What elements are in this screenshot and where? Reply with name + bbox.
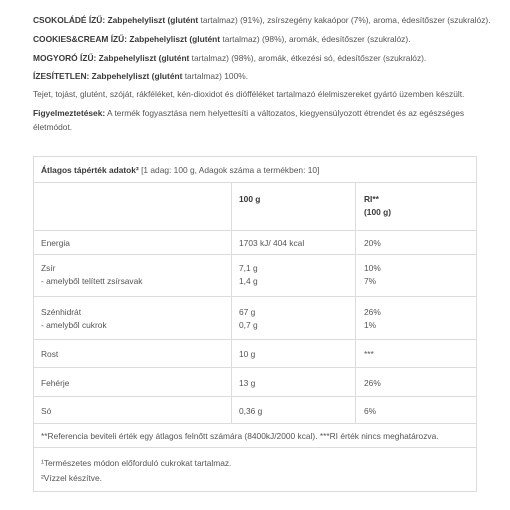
gluten-word: glutént: [170, 15, 199, 25]
warning-text: A termék fogyasztása nem helyettesíti a változatos, kiegyensúlyozott étrendet és az egészséges: [107, 108, 465, 118]
ingredients-label: COOKIES&CREAM ÍZŰ:: [33, 34, 127, 44]
nutrient-name: Zsír: [41, 263, 56, 273]
header-cell-ri: [355, 183, 476, 230]
nutrition-header-row: [34, 182, 476, 230]
ingredients-unflavored: [33, 71, 480, 82]
nutrient-sub-ri: 7%: [364, 276, 377, 286]
footnote-2: ²Vízzel készítve.: [41, 473, 102, 483]
gluten-word: glutént: [154, 71, 183, 81]
nutrient-sub-ri: 1%: [364, 320, 377, 330]
footnote-1: ¹Természetes módon előforduló cukrokat tartalmaz.: [41, 458, 232, 468]
nutrient-row-energia: [34, 230, 476, 254]
nutrient-sub-value: 1,4 g: [239, 276, 258, 286]
nutrition-footnote: **Referencia beviteli érték egy átlagos felnőtt számára (8400kJ/2000 kcal). ***RI érték nincs meghatározva.: [41, 431, 439, 441]
header-cell-per100: [231, 183, 355, 230]
nutrition-title-rest: [1 adag: 100 g, Adagok száma a termékben: 10]: [141, 165, 320, 175]
ingredients-rest: tartalmaz) (91%), zsírszegény kakaópor (7%), aroma, édesítőszer (szukralóz).: [198, 15, 491, 25]
header-cell-name: [34, 183, 231, 230]
col-header-ri: RI**: [364, 194, 379, 204]
gluten-word: glutént: [161, 53, 190, 63]
nutrient-value: 1703 kJ/ 404 kcal: [239, 238, 305, 248]
nutrient-name: Rost: [41, 349, 59, 359]
nutrition-title-bold: Átlagos tápérték adatok²: [41, 165, 139, 175]
ingredients-main: Zabpehelyliszt (: [129, 34, 193, 44]
nutrition-table: [33, 156, 477, 492]
ingredients-label: MOGYORÓ ÍZŰ:: [33, 53, 97, 63]
allergen-note: Tejet, tojást, glutént, szóját, rákféléket, kén-dioxidot és diófféléket tartalmazó élelmiszereket gyártó üzemben készült.: [33, 89, 465, 99]
nutrient-row-feherje: [34, 367, 476, 396]
ingredients-rest: tartalmaz) (98%), aromák, édesítőszer (szukralóz).: [220, 34, 411, 44]
gluten-word: glutént: [192, 34, 221, 44]
nutrient-name: Fehérje: [41, 378, 70, 388]
ingredients-label: CSOKOLÁDÉ ÍZŰ:: [33, 15, 106, 25]
nutrient-sub-name: - amelyből telített zsírsavak: [41, 276, 143, 286]
nutrient-value: 13 g: [239, 378, 256, 388]
nutrient-row-so: [34, 396, 476, 423]
nutrition-title: [41, 165, 319, 176]
nutrient-sub-name: - amelyből cukrok: [41, 320, 107, 330]
ingredients-rest: tartalmaz) (98%), aromák, étkezési só, édesítőszer (szukralóz).: [189, 53, 427, 63]
ingredients-main: Zabpehelyliszt (: [98, 53, 162, 63]
col-header-per100: 100 g: [239, 194, 261, 204]
footnotes-row: [34, 447, 476, 491]
ingredients-main: Zabpehelyliszt (: [91, 71, 155, 81]
nutrient-value: 7,1 g: [239, 263, 258, 273]
nutrient-value: 0,36 g: [239, 406, 263, 416]
nutrient-name: Só: [41, 406, 52, 416]
nutrient-ri: 26%: [364, 307, 381, 317]
ingredients-chocolate: [33, 15, 491, 26]
nutrient-row-zsir: [34, 254, 476, 296]
nutrient-name: Energia: [41, 238, 70, 248]
ingredients-main: Zabpehelyliszt (: [107, 15, 171, 25]
nutrient-ri: ***: [364, 349, 374, 359]
warning-line-2: életmódot.: [33, 122, 73, 132]
ingredients-label: ÍZESÍTETLEN:: [33, 71, 90, 81]
nutrient-value: 10 g: [239, 349, 256, 359]
nutrient-ri: 10%: [364, 263, 381, 273]
nutrient-row-szenhidrat: [34, 296, 476, 339]
col-header-ri-unit: (100 g): [364, 207, 391, 217]
nutrition-footnote-row: [34, 423, 476, 447]
warning-label: Figyelmeztetések:: [33, 108, 106, 118]
ingredients-hazelnut: [33, 53, 480, 64]
nutrient-name: Szénhidrát: [41, 307, 82, 317]
nutrient-ri: 6%: [364, 406, 377, 416]
ingredients-cookies: [33, 34, 480, 45]
warning-line-1: [33, 108, 480, 119]
ingredients-rest: tartalmaz) 100%.: [182, 71, 249, 81]
nutrient-ri: 26%: [364, 378, 381, 388]
nutrient-row-rost: [34, 339, 476, 367]
nutrient-value: 67 g: [239, 307, 256, 317]
nutrition-title-row: [34, 157, 476, 182]
nutrient-sub-value: 0,7 g: [239, 320, 258, 330]
nutrient-ri: 20%: [364, 238, 381, 248]
